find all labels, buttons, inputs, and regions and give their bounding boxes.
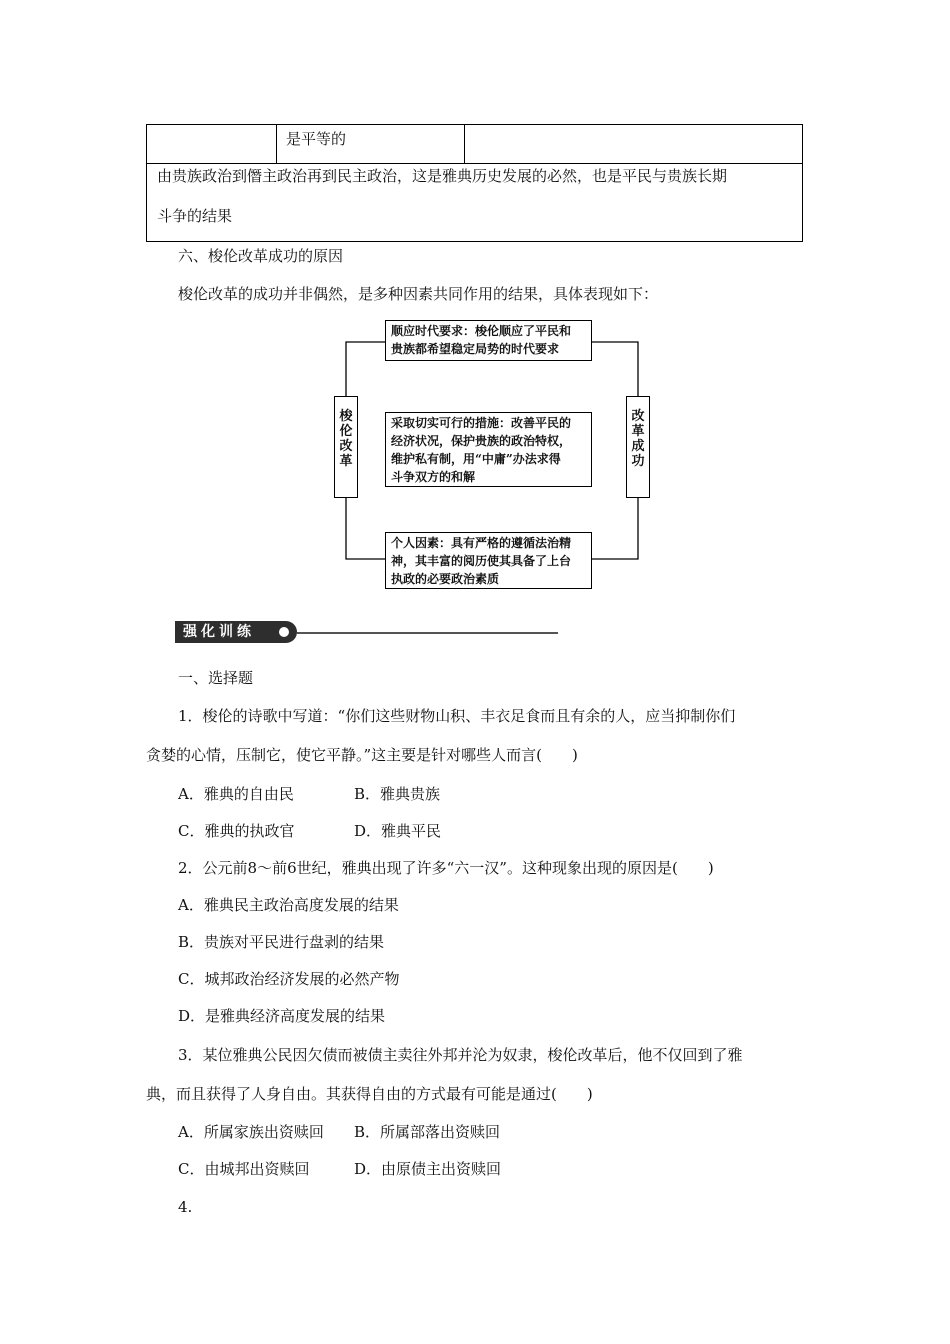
vertical-label-char: 改 [339,439,353,454]
question-3-option-b: B．所属部落出资赎回 [354,1123,501,1141]
section-intro: 梭伦改革的成功并非偶然，是多种因素共同作用的结果，具体表现如下： [178,285,659,303]
table-cell [147,125,277,163]
question-2-option-b: B．贵族对平民进行盘剥的结果 [178,933,385,951]
reform-success-diagram [330,318,660,590]
question-3-line2: 典，而且获得了人身自由。其获得自由的方式最有可能是通过( ) [146,1085,593,1103]
right-box-label [627,409,649,469]
question-2-option-a: A．雅典民主政治高度发展的结果 [178,896,399,914]
box-line: 斗争双方的和解 [391,470,476,484]
box-line: 贵族都希望稳定局势的时代要求 [391,342,560,356]
bullet-dot-icon [279,627,289,637]
box-line: 神，其丰富的阅历使其具备了上台 [391,554,572,568]
question-3-option-d: D．由原债主出资赎回 [354,1160,502,1178]
question-2-line1: 2．公元前8～前6世纪，雅典出现了许多“六一汉”。这种现象出现的原因是( ) [178,859,714,877]
vertical-label-char: 伦 [339,424,353,439]
vertical-label-char: 改 [631,409,645,424]
section-heading: 六、梭伦改革成功的原因 [178,247,344,265]
question-2-option-d: D．是雅典经济高度发展的结果 [178,1007,386,1025]
box-line: 执政的必要政治素质 [391,572,500,586]
left-box-label [335,409,357,469]
vertical-label-char: 成 [631,439,645,454]
vertical-label-char: 革 [631,424,645,439]
vertical-label-char: 革 [339,454,353,469]
box-personal-factors [385,532,592,589]
banner-divider [297,632,558,634]
table-row [147,125,802,164]
vertical-label-char: 功 [631,454,645,469]
question-2-option-c: C．城邦政治经济发展的必然产物 [178,970,400,988]
question-3-line1: 3．某位雅典公民因欠债而被债主卖往外邦并沦为奴隶，梭伦改革后，他不仅回到了雅 [178,1046,743,1064]
question-1-option-b: B．雅典贵族 [354,785,441,803]
box-line: 个人因素：具有严格的遵循法治精 [391,536,572,550]
question-4-line1: 4. [178,1198,193,1216]
question-1-option-c: C．雅典的执政官 [178,822,295,840]
training-banner [175,621,297,643]
vertical-label-char: 梭 [339,409,353,424]
box-line: 经济状况，保护贵族的政治特权， [391,434,572,448]
question-1-option-d: D．雅典平民 [354,822,442,840]
exercise-section-heading: 一、选择题 [178,669,254,687]
table-summary-line1: 由贵族政治到僭主政治再到民主政治，这是雅典历史发展的必然，也是平民与贵族长期 [157,167,728,185]
box-era-requirement [385,320,592,361]
question-1-line1: 1．梭伦的诗歌中写道：“你们这些财物山积、丰衣足食而且有余的人，应当抑制你们 [178,707,736,725]
table-summary-line2: 斗争的结果 [157,207,233,225]
left-box-reform [334,396,358,498]
box-line: 采取切实可行的措施：改善平民的 [391,416,572,430]
question-3-option-c: C．由城邦出资赎回 [178,1160,310,1178]
right-box-success [626,396,650,498]
box-line: 顺应时代要求：梭伦顺应了平民和 [391,324,572,338]
box-line: 维护私有制，用“中庸”办法求得 [391,452,561,466]
banner-label: 强化训练 [183,624,255,640]
table-cell [465,125,802,163]
comparison-table [146,124,803,242]
table-cell [277,125,465,163]
box-practical-measures [385,412,592,487]
question-1-option-a: A．雅典的自由民 [178,785,294,803]
question-3-option-a: A．所属家族出资赎回 [178,1123,324,1141]
table-cell-text: 是平等的 [286,130,347,148]
question-1-line2: 贪婪的心情，压制它，使它平静。”这主要是针对哪些人而言( ) [146,746,578,764]
